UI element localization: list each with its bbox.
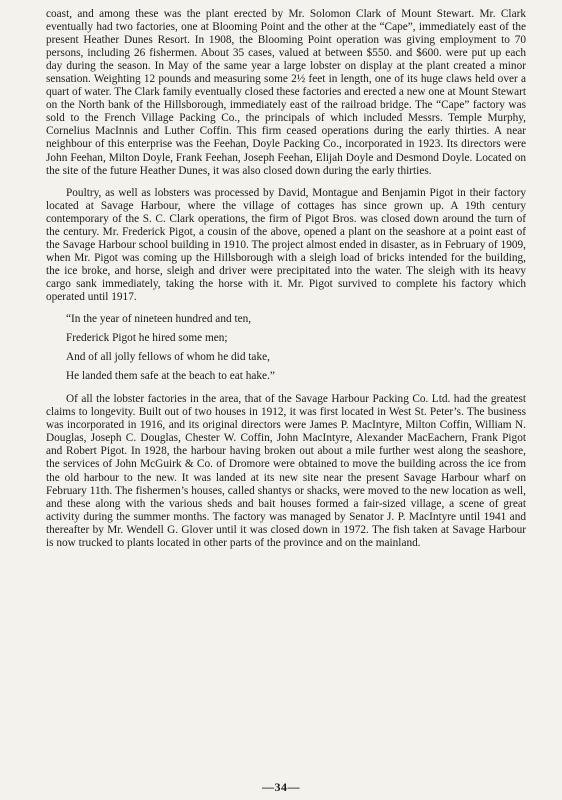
paragraph-clark-factories: coast, and among these was the plant erected by Mr. Solomon Clark of Mount Stewart. Mr. Clark eventually had two factories, one at Blooming Point and the other at the “Cape”, immediately east of the present Heather Dunes Resort. In 1908, the Blooming Point operation was giving employment to 70 persons, including 26 fishermen. About 35 cases, valued at between $550. and $600. were put up each day during the season. In May of the same year a large lobster on display at the plant created a minor sensation. Weighting 12 pounds and measuring some 2½ feet in length, one of its huge claws held over a quart of water. The Clark family eventually closed these factories and erected a new one at Mount Stewart on the North bank of the Hillsborough, immediately east of the railroad bridge. The “Cape” factory was sold to the French Village Packing Co., the principals of which included Messrs. Temple Murphy, Cornelius MacInnis and Luther Coffin. This firm ceased operations during the early thirties. A near neighbour of this enterprise was the Feehan, Doyle Packing Co., incorporated in 1923. Its directors were John Feehan, Milton Doyle, Frank Feehan, Joseph Feehan, Elijah Doyle and Desmond Doyle. Located on the site of the future Heather Dunes, it was also closed down during the early thirties. xyxy=(46,8,526,177)
verse-line: “In the year of nineteen hundred and ten, xyxy=(66,313,252,326)
paragraph-savage-harbour-packing: Of all the lobster factories in the area, that of the Savage Harbour Packing Co. Ltd. had the greatest claims to longevity. Built out of two houses in 1912, it was first located in West St. Peter’s. The business was incorporated in 1916, and its original directors were James P. MacIntyre, Milton Coffin, William N. Douglas, Joseph C. Douglas, Chester W. Coffin, John MacIntyre, Alexander MacEachern, Frank Pigot and Robert Pigot. In 1928, the harbour having broken out about a mile further west along the seashore, the services of John McGuirk & Co. of Dromore were obtained to move the building across the ice from the old harbour to the new. It was landed at its new site near the present Savage Harbour wharf on February 11th. The fishermen’s houses, called shantys or shacks, were moved to the new location as well, and these along with the various sheds and bait houses formed a fair-sized village, a scene of great activity during the summer months. The factory was managed by Senator J. P. MacIntyre until 1941 and thereafter by Mr. Wendell G. Glover until it was closed down in 1972. The fish taken at Savage Harbour is now trucked to plants located in other parts of the province and on the mainland. xyxy=(46,393,526,549)
verse-line: And of all jolly fellows of whom he did take, xyxy=(66,351,270,364)
verse-line: He landed them safe at the beach to eat hake.” xyxy=(66,370,275,383)
verse-line: Frederick Pigot he hired some men; xyxy=(66,332,228,345)
verse-block xyxy=(66,313,526,383)
document-page xyxy=(46,8,526,550)
page-number: —34— xyxy=(262,780,300,794)
paragraph-pigot-factory: Poultry, as well as lobsters was processed by David, Montague and Benjamin Pigot in their factory located at Savage Harbour, where the village of cottages has since grown up. A 19th century contemporary of the S. C. Clark operations, the firm of Pigot Bros. was closed down around the turn of the century. Mr. Frederick Pigot, a cousin of the above, opened a plant on the seashore at a point east of the Savage Harbour school building in 1910. The project almost ended in disaster, as in February of 1909, when Mr. Pigot was coming up the Hillsborough with a sleigh load of bricks intended for the building, the ice broke, and horse, sleigh and driver were precipitated into the water. The sleigh with its heavy cargo sank immediately, taking the horse with it. Mr. Pigot survived to complete his factory which operated until 1917. xyxy=(46,186,526,303)
